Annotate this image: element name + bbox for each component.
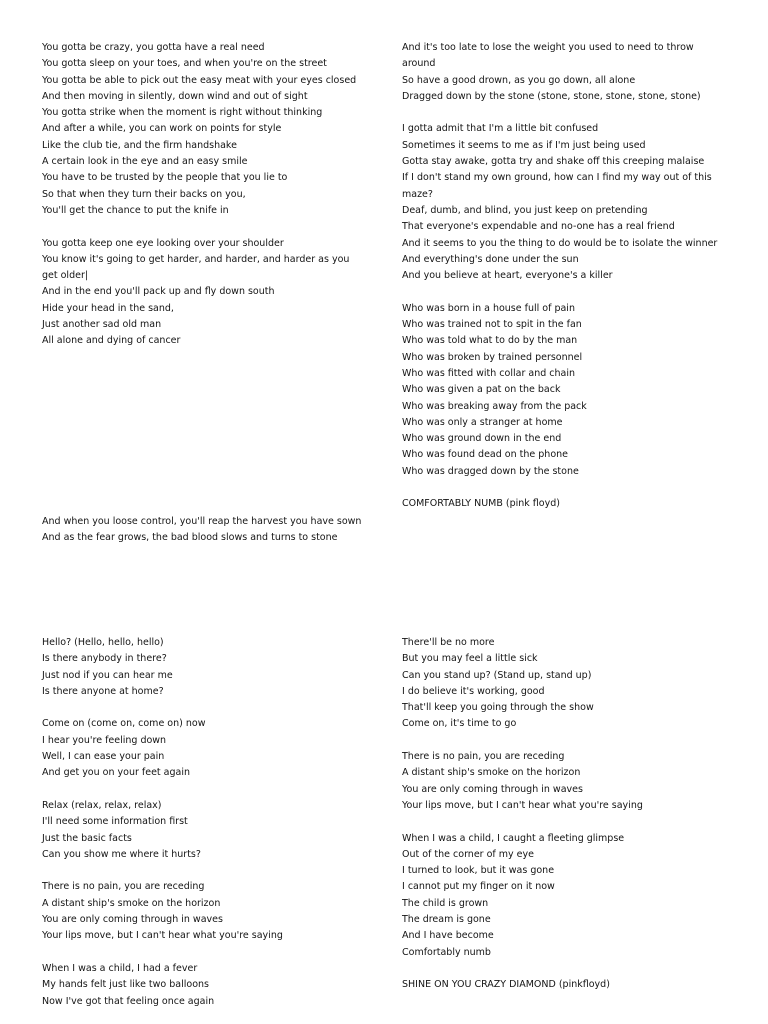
lyric-line: Just another sad old man [42,319,162,331]
stanza-gap [402,733,643,749]
lyric-line: I cannot put my finger on it now [402,881,555,893]
lyric-line: Who was dragged down by the stone [402,465,579,477]
lyric-line: Just the basic facts [42,832,132,844]
lyric-line: My hands felt just like two balloons [42,979,209,991]
lyric-line: around [402,58,436,70]
lyric-line: You'll get the chance to put the knife in [42,204,229,216]
lyric-line: Who was fitted with collar and chain [402,367,575,379]
lyric-line: When I was a child, I had a fever [42,962,198,974]
lyric-line: Who was broken by trained personnel [402,351,583,363]
lyric-line: COMFORTABLY NUMB (pink floyd) [402,498,560,510]
lyric-line: I gotta admit that I'm a little bit confused [402,123,599,135]
lyric-line: And it seems to you the thing to do would be to isolate the winner [402,237,718,249]
lyric-line: And in the end you'll pack up and fly down south [42,286,275,298]
stanza-gap [42,219,356,235]
lyric-line: Out of the corner of my eye [402,848,534,860]
lyric-line: You gotta be crazy, you gotta have a real need [42,42,265,53]
lyrics-column-top-right [402,40,717,513]
stanza-gap [42,863,283,879]
lyric-line: A distant ship's smoke on the horizon [402,767,581,779]
lyric-line: Gotta stay awake, gotta try and shake off this creeping malaise [402,156,705,168]
lyric-line: The dream is gone [402,914,491,926]
lyric-line: Comfortably numb [402,946,491,958]
lyric-line: You are only coming through in waves [42,914,223,926]
lyric-line: And after a while, you can work on points for style [42,123,282,135]
lyric-line: Well, I can ease your pain [42,751,165,763]
lyric-line: And as the fear grows, the bad blood slows and turns to stone [42,532,338,544]
lyric-line: So that when they turn their backs on you, [42,188,246,200]
lyric-line: Deaf, dumb, and blind, you just keep on pretending [402,204,648,216]
lyric-line: Now I've got that feeling once again [42,995,215,1007]
lyric-line: Hide your head in the sand, [42,302,174,314]
lyric-line: Who was given a pat on the back [402,384,561,396]
stanza-gap [402,284,717,300]
lyric-line: I hear you're feeling down [42,734,167,746]
lyric-line: I'll need some information first [42,816,188,828]
lyric-line: Who was born in a house full of pain [402,302,575,314]
lyric-line: Can you stand up? (Stand up, stand up) [402,669,592,681]
lyric-line: maze? [402,188,433,200]
lyric-line: Is there anybody in there? [42,653,167,665]
lyric-line: And it's too late to lose the weight you used to need to throw [402,42,694,53]
lyric-line: So have a good drown, as you go down, all alone [402,74,636,86]
lyrics-column-bottom-left [42,635,283,1010]
lyric-line: That everyone's expendable and no-one has a real friend [402,221,675,233]
lyrics-column-top-left [42,40,356,350]
lyric-line: You have to be trusted by the people that you lie to [42,172,288,184]
lyric-line: get older| [42,270,89,282]
lyric-line: You gotta sleep on your toes, and when you're on the street [42,58,327,70]
lyric-line: And everything's done under the sun [402,253,579,265]
lyric-line: A distant ship's smoke on the horizon [42,897,221,909]
lyric-line: Who was trained not to spit in the fan [402,319,582,331]
lyric-line: Who was only a stranger at home [402,416,563,428]
lyric-line: Hello? (Hello, hello, hello) [42,637,164,648]
lyric-line: I turned to look, but it was gone [402,865,555,877]
lyric-line: There is no pain, you are receding [402,751,565,763]
lyric-line: The child is grown [402,897,489,909]
stanza-gap [402,814,643,830]
lyric-line: Can you show me where it hurts? [42,848,201,860]
stanza-gap [42,782,283,798]
lyric-line: All alone and dying of cancer [42,335,181,347]
lyric-line: Who was told what to do by the man [402,335,578,347]
lyric-line: Your lips move, but I can't hear what you're saying [402,799,643,811]
lyrics-block-middle-left [42,514,361,547]
lyric-line: If I don't stand my own ground, how can I find my way out of this [402,172,712,184]
stanza-gap [402,961,643,977]
lyric-line: Who was breaking away from the pack [402,400,587,412]
lyric-line: When I was a child, I caught a fleeting glimpse [402,832,625,844]
lyric-line: And then moving in silently, down wind and out of sight [42,90,308,102]
lyric-line: But you may feel a little sick [402,653,538,665]
lyric-line: Your lips move, but I can't hear what you're saying [42,930,283,942]
lyric-line: Come on (come on, come on) now [42,718,206,730]
lyric-line: Is there anyone at home? [42,685,164,697]
stanza-gap [402,105,717,121]
stanza-gap [42,700,283,716]
lyric-line: I do believe it's working, good [402,685,545,697]
lyric-line: Like the club tie, and the firm handshake [42,139,237,151]
lyric-line: There'll be no more [402,637,495,648]
lyric-line: You are only coming through in waves [402,783,583,795]
lyric-line: Just nod if you can hear me [42,669,173,681]
lyric-line: And you believe at heart, everyone's a killer [402,270,613,282]
lyric-line: Dragged down by the stone (stone, stone, stone, stone, stone) [402,90,701,102]
lyric-line: And get you on your feet again [42,767,191,779]
lyric-line: SHINE ON YOU CRAZY DIAMOND (pinkfloyd) [402,979,610,991]
lyric-line: And when you loose control, you'll reap the harvest you have sown [42,516,362,527]
lyric-line: You gotta strike when the moment is right without thinking [42,107,323,119]
lyric-line: Who was found dead on the phone [402,449,568,461]
lyric-line: And I have become [402,930,494,942]
lyric-line: That'll keep you going through the show [402,702,594,714]
lyrics-column-bottom-right [402,635,643,994]
stanza-gap [402,480,717,496]
lyric-line: Sometimes it seems to me as if I'm just being used [402,139,646,151]
lyric-line: A certain look in the eye and an easy smile [42,156,248,168]
lyric-line: Relax (relax, relax, relax) [42,799,162,811]
lyric-line: You gotta be able to pick out the easy meat with your eyes closed [42,74,357,86]
stanza-gap [42,945,283,961]
lyric-line: You know it's going to get harder, and harder, and harder as you [42,253,350,265]
lyric-line: There is no pain, you are receding [42,881,205,893]
lyric-line: Come on, it's time to go [402,718,517,730]
lyric-line: Who was ground down in the end [402,433,562,445]
lyric-line: You gotta keep one eye looking over your shoulder [42,237,284,249]
